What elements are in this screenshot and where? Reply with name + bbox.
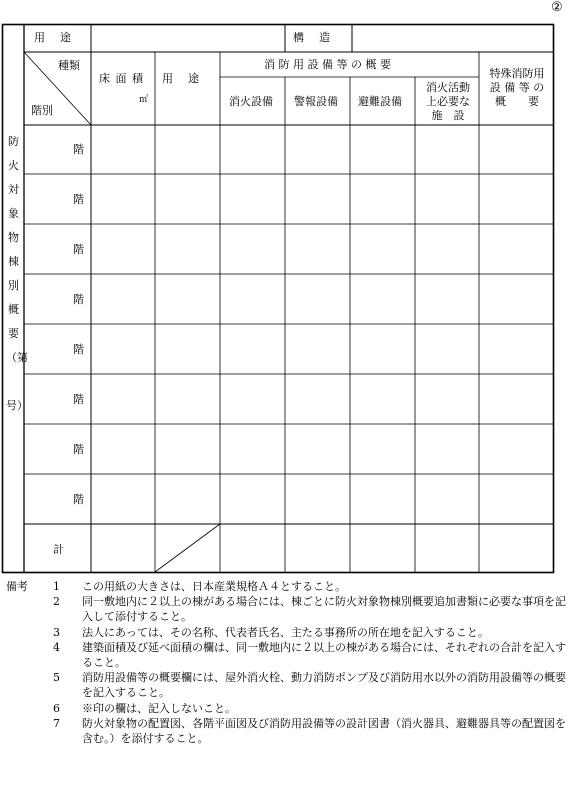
- floor-row-label: 階: [73, 243, 84, 256]
- fire-extinguishing-label: 消火設備: [229, 95, 273, 108]
- usage-label: 用 途: [34, 31, 73, 44]
- special-equipment-label: 特殊消防用 設 備 等 の 概 要: [489, 67, 545, 108]
- floor-row-label: 階: [73, 443, 84, 456]
- side-title-char: （第: [6, 351, 28, 364]
- floor-row-label: 階: [73, 143, 84, 156]
- side-title-char: 号）: [6, 399, 28, 412]
- note-number: 4: [53, 640, 60, 654]
- note-number: 7: [53, 716, 60, 730]
- floor-row-label: 階: [73, 193, 84, 206]
- side-title-char: 棟: [8, 255, 19, 268]
- floor-area-label: 床 面 積: [99, 72, 144, 85]
- equipment-summary-label: 消 防 用 設 備 等 の 概 要: [264, 58, 391, 71]
- note-number: 1: [53, 580, 60, 593]
- structure-label: 構 造: [293, 31, 332, 44]
- note-item: [6, 640, 571, 670]
- note-text: 消防用設備等の概要欄には、屋外消火栓、動力消防ポンプ及び消防用水以外の消防用設備等の概要を記入すること。: [82, 671, 566, 700]
- note-text: 建築面積及び延べ面積の欄は、同一敷地内に２以上の棟がある場合には、それぞれの合計を記入すること。: [82, 640, 566, 670]
- note-item: [6, 670, 571, 700]
- floor-row-label: 階: [73, 293, 84, 306]
- floor-label: 階別: [31, 104, 53, 117]
- total-label: 計: [53, 543, 64, 556]
- note-number: 6: [53, 701, 60, 715]
- note-text: ※印の欄は、記入しないこと。: [82, 701, 236, 715]
- note-item: [6, 594, 571, 624]
- note-text: 法人にあっては、その名称、代表者氏名、主たる事務所の所在地を記入すること。: [82, 625, 489, 639]
- note-text: 同一敷地内に２以上の棟がある場合には、棟ごとに防火対象物棟別概要追加書類に必要な事項を記入して添付すること。: [82, 595, 566, 624]
- note-item: [6, 625, 571, 640]
- note-item: [6, 579, 571, 594]
- side-title-char: 防: [8, 135, 19, 148]
- floor-row-label: 階: [73, 493, 84, 506]
- side-title-char: 象: [8, 207, 19, 220]
- side-title-char: [6, 370, 21, 394]
- note-item: [6, 716, 571, 746]
- floor-row-label: 階: [73, 343, 84, 356]
- firefighting-facilities-label: 消火活動 上必要な 施 設: [426, 81, 470, 122]
- page-marker: ②: [551, 0, 563, 15]
- note-text: この用紙の大きさは、日本産業規格Ａ４とすること。: [82, 580, 346, 593]
- kind-label: 種類: [58, 59, 80, 72]
- unit-label: ㎡: [139, 95, 149, 105]
- side-title-char: 物: [8, 231, 19, 244]
- usage-column-label: 用 途: [162, 72, 201, 85]
- side-title-char: 要: [8, 327, 19, 340]
- note-item: [6, 701, 571, 716]
- side-title-char: 別: [8, 279, 19, 292]
- note-number: 2: [53, 595, 60, 609]
- notes-section: [6, 579, 571, 746]
- side-title: [6, 130, 28, 418]
- side-title-char: 火: [8, 159, 19, 172]
- note-text: 防火対象物の配置図、各階平面図及び消防用設備等の設計図書（消火器具、避難器具等の配置図を含む。）を添付すること。: [82, 716, 566, 746]
- notes-heading: 備考: [6, 580, 28, 593]
- note-number: 3: [53, 625, 60, 639]
- evacuation-equipment-label: 避難設備: [358, 95, 402, 108]
- side-title-char: 対: [8, 183, 19, 196]
- floor-row-label: 階: [73, 393, 84, 406]
- alarm-equipment-label: 警報設備: [294, 95, 338, 108]
- note-number: 5: [53, 671, 60, 685]
- side-title-char: 概: [8, 303, 19, 316]
